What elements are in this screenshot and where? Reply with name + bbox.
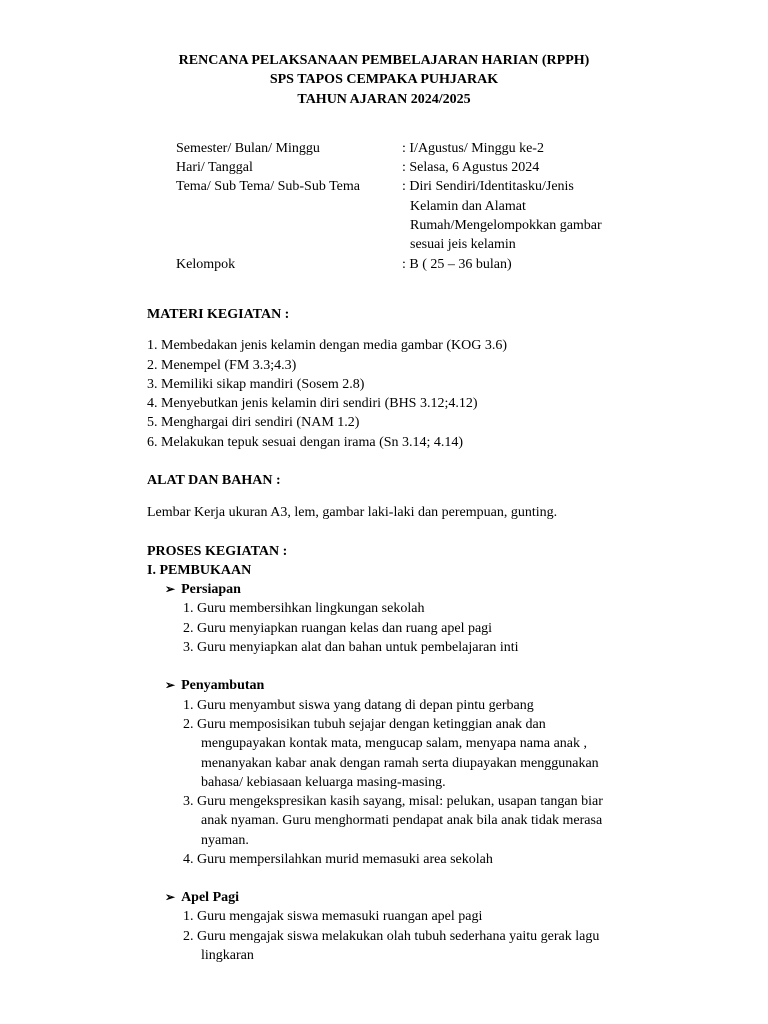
penyambutan-line: bahasa/ kebiasaan keluarga masing-masing. [201, 775, 446, 790]
proses-heading: PROSES KEGIATAN : [147, 544, 288, 559]
penyambutan-line: 4. Guru mempersilahkan murid memasuki area sekolah [183, 852, 493, 867]
arrow-bullet-icon: ➢ [165, 890, 176, 904]
doc-title-line3: TAHUN AJARAN 2024/2025 [297, 92, 471, 107]
arrow-bullet-icon: ➢ [165, 678, 176, 692]
tema-value-line1: : Diri Sendiri/Identitasku/Jenis [402, 179, 574, 194]
doc-title-line2: SPS TAPOS CEMPAKA PUHJARAK [269, 72, 499, 87]
penyambutan-line: 2. Guru memposisikan tubuh sejajar dengan ketinggian anak dan [183, 717, 546, 732]
materi-item: 3. Memiliki sikap mandiri (Sosem 2.8) [147, 377, 365, 392]
hari-value: : Selasa, 6 Agustus 2024 [402, 160, 540, 175]
tema-value-line3: Rumah/Mengelompokkan gambar [410, 218, 602, 233]
materi-item: 4. Menyebutkan jenis kelamin diri sendiri (BHS 3.12;4.12) [147, 396, 478, 411]
hari-label: Hari/ Tanggal [176, 160, 253, 175]
apel-heading [165, 888, 239, 907]
alat-text: Lembar Kerja ukuran A3, lem, gambar laki-laki dan perempuan, gunting. [147, 505, 558, 520]
materi-item: 2. Menempel (FM 3.3;4.3) [147, 358, 297, 373]
apel-title: Apel Pagi [181, 890, 240, 905]
materi-item: 6. Melakukan tepuk sesuai dengan irama (Sn 3.14; 4.14) [147, 435, 464, 450]
semester-value: : I/Agustus/ Minggu ke-2 [402, 141, 544, 156]
penyambutan-line: nyaman. [201, 833, 249, 848]
alat-heading: ALAT DAN BAHAN : [147, 473, 281, 488]
persiapan-heading [165, 580, 241, 599]
section-pembukaan: I. PEMBUKAAN [147, 563, 252, 578]
penyambutan-line: mengupayakan kontak mata, mengucap salam, menyapa nama anak , [201, 736, 588, 751]
penyambutan-line: 1. Guru menyambut siswa yang datang di depan pintu gerbang [183, 698, 534, 713]
doc-title-line1: RENCANA PELAKSANAAN PEMBELAJARAN HARIAN (RPPH) [178, 53, 590, 68]
tema-value-line4: sesuai jeis kelamin [410, 237, 516, 252]
persiapan-item: 3. Guru menyiapkan alat dan bahan untuk pembelajaran inti [183, 640, 519, 655]
tema-label: Tema/ Sub Tema/ Sub-Sub Tema [176, 179, 360, 194]
kelompok-label: Kelompok [176, 257, 236, 272]
materi-item: 5. Menghargai diri sendiri (NAM 1.2) [147, 415, 360, 430]
penyambutan-line: anak nyaman. Guru menghormati pendapat anak bila anak tidak merasa [201, 813, 603, 828]
apel-line: 1. Guru mengajak siswa memasuki ruangan apel pagi [183, 909, 483, 924]
penyambutan-title: Penyambutan [181, 678, 265, 693]
kelompok-value: : B ( 25 – 36 bulan) [402, 257, 512, 272]
arrow-bullet-icon: ➢ [165, 582, 176, 596]
penyambutan-heading [165, 676, 264, 695]
semester-label: Semester/ Bulan/ Minggu [176, 141, 320, 156]
materi-item: 1. Membedakan jenis kelamin dengan media gambar (KOG 3.6) [147, 338, 508, 353]
persiapan-item: 1. Guru membersihkan lingkungan sekolah [183, 601, 425, 616]
materi-heading: MATERI KEGIATAN : [147, 307, 290, 322]
persiapan-title: Persiapan [181, 582, 241, 597]
tema-value-line2: Kelamin dan Alamat [410, 199, 526, 214]
penyambutan-line: 3. Guru mengekspresikan kasih sayang, misal: pelukan, usapan tangan biar [183, 794, 603, 809]
penyambutan-line: menanyakan kabar anak dengan ramah serta diupayakan menggunakan [201, 756, 599, 771]
persiapan-item: 2. Guru menyiapkan ruangan kelas dan ruang apel pagi [183, 621, 493, 636]
apel-line: lingkaran [201, 948, 254, 963]
apel-line: 2. Guru mengajak siswa melakukan olah tubuh sederhana yaitu gerak lagu [183, 929, 600, 944]
